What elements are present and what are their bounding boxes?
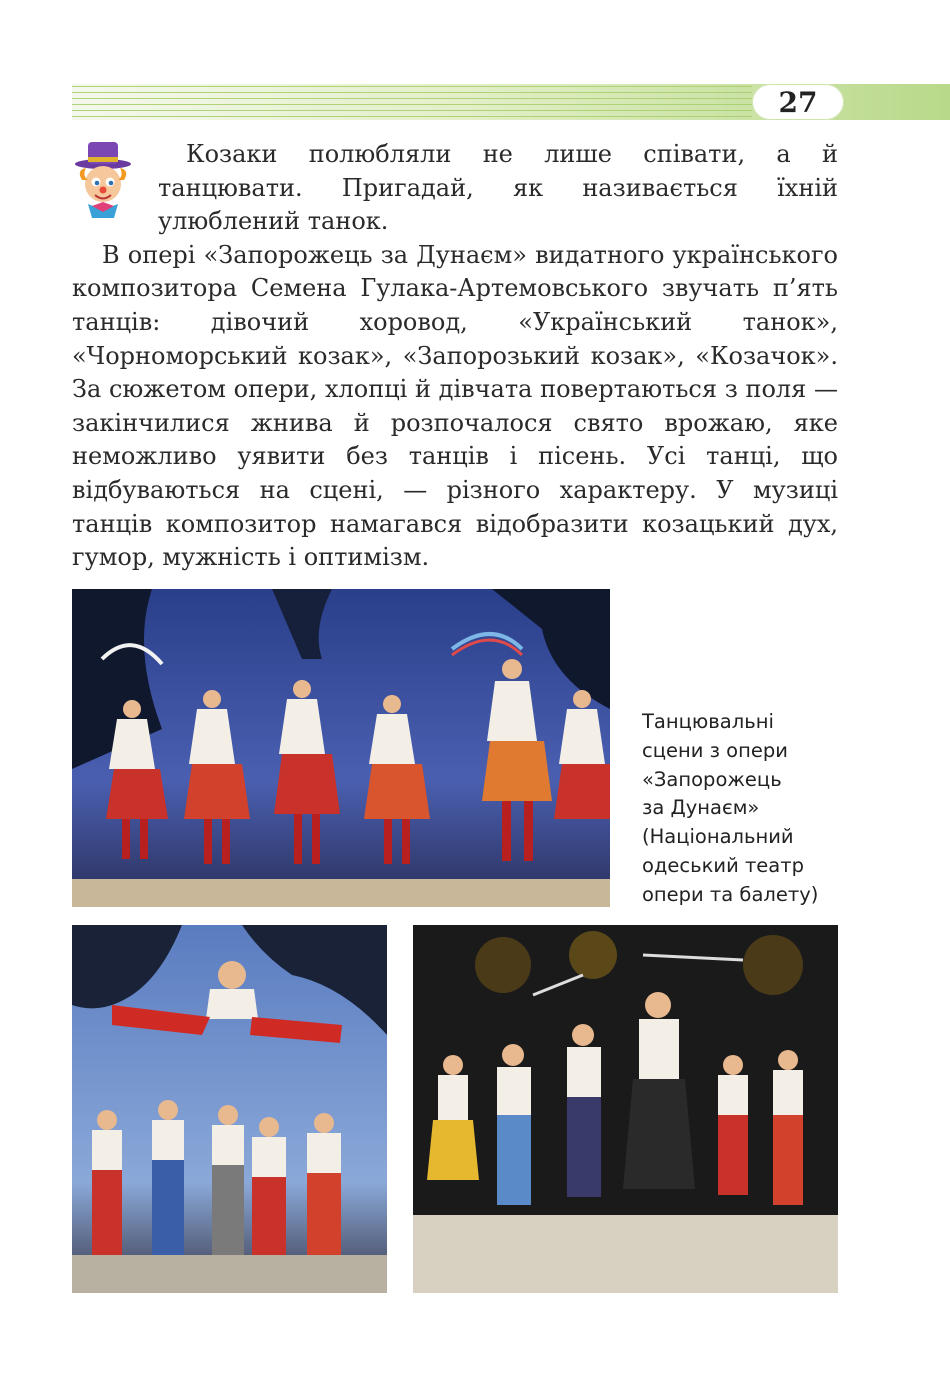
caption-line: за Дунаєм» [642,796,760,820]
photo-sword-dance [413,925,838,1293]
body-paragraph: В опері «Запорожець за Дунаєм» видатного українського композитора Семена Гулака-Артемовського звучать п’ять танців: дівочий хоровод, «Український танок», «Чорноморський козак», «Запорозький козак», «Козачок». За сюжетом опери, хлопці й дівчата повертаються з поля — закінчилися жнива й розпочалося свято врожаю, яке неможливо уявити без танців і пісень. Усі танці, що відбуваються на сцені, — різного характеру. У музиці танців композитор намагався відобразити козацький дух, гумор, мужність і оптимізм. [72,240,838,572]
page-number: 27 [778,85,818,119]
text-block [72,138,838,575]
caption-line: одеський театр [642,853,804,877]
photo-cossack-leap [72,925,387,1293]
caption-line: Танцювальні [642,710,774,733]
caption-line: опери та балету) [642,882,819,906]
photo-caption [642,708,847,910]
caption-line: сцени з опери [642,738,788,762]
photo-girls-dance [72,589,610,907]
caption-line: (Національний [642,825,794,849]
intro-question: Козаки полюбляли не лише співати, а й танцювати. Пригадай, як називається їхній улюблений танок. [158,140,838,236]
header-decorative-lines [72,86,752,120]
caption-line: «Запорожець [642,767,782,791]
